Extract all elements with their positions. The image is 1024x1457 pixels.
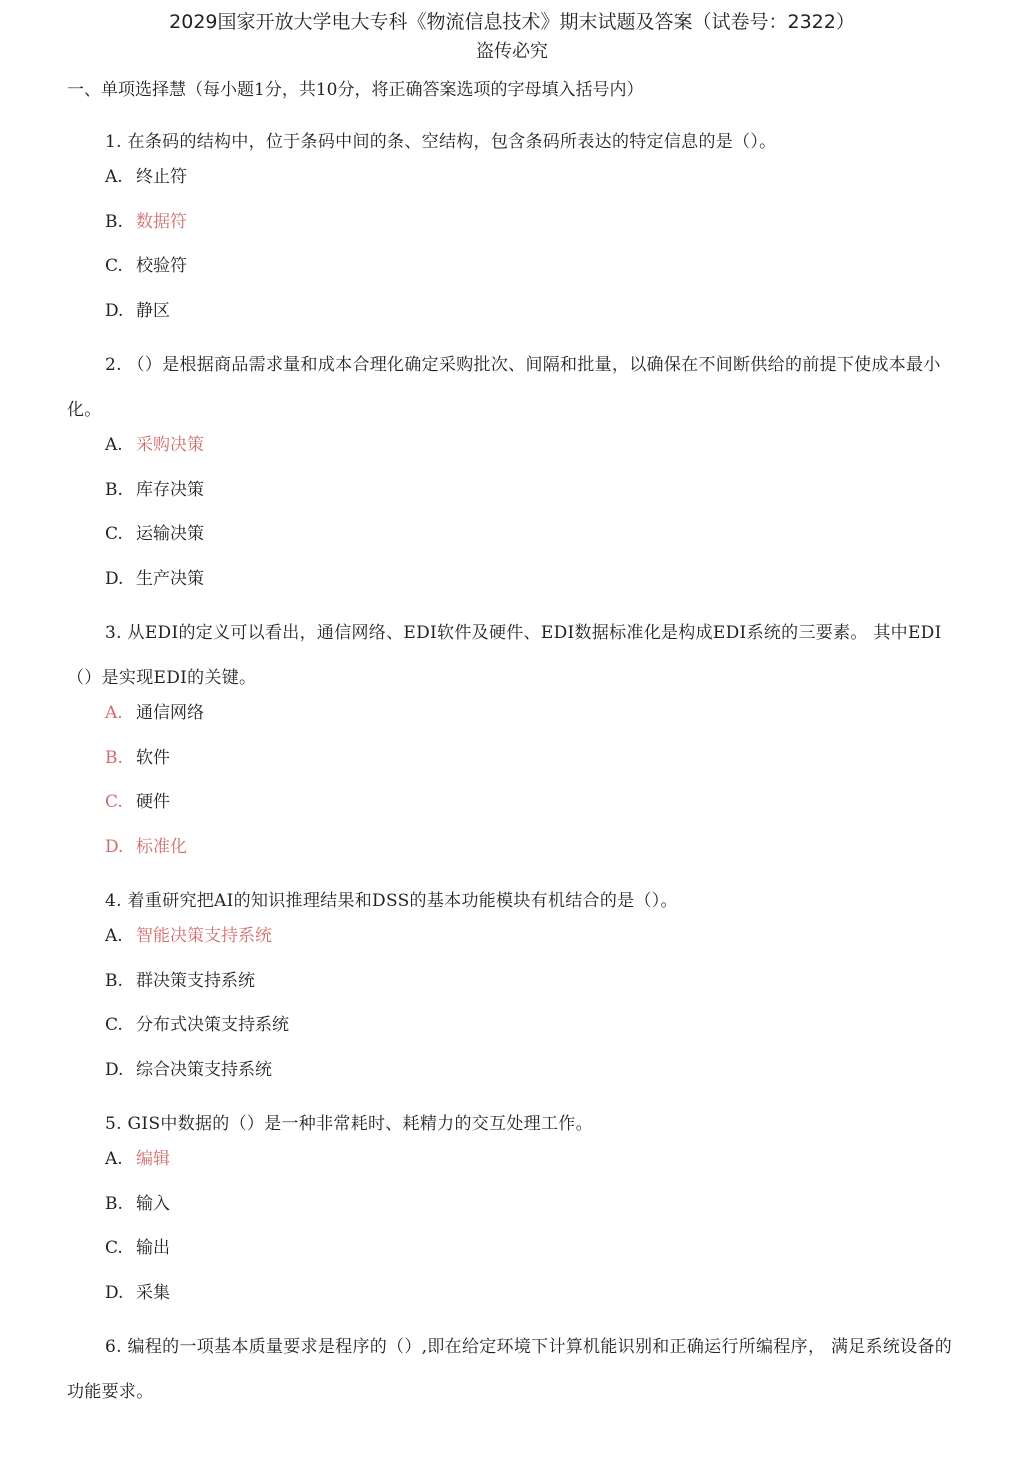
- option-letter: D.: [105, 568, 124, 589]
- question-text: 编程的一项基本质量要求是程序的（）,即在给定环境下计算机能识别和正确运行所编程序， 满足系统设备的功能要求。: [67, 1337, 953, 1402]
- option-q2-c: [67, 522, 957, 567]
- option-letter: A.: [105, 1149, 123, 1169]
- option-letter-answer: C.: [105, 792, 123, 812]
- option-text: 硬件: [136, 792, 170, 812]
- option-text-answer: 数据符: [136, 211, 187, 232]
- option-q5-d: [67, 1281, 957, 1326]
- question-5: [67, 1102, 957, 1147]
- option-text: 生产决策: [136, 568, 204, 589]
- option-letter: A.: [105, 926, 123, 946]
- option-q4-b: [67, 969, 957, 1014]
- option-q2-d: [67, 567, 957, 612]
- question-text: GIS中数据的（）是一种非常耗时、耗精力的交互处理工作。: [127, 1114, 593, 1134]
- question-number: 5.: [105, 1114, 122, 1134]
- option-letter: C.: [105, 524, 123, 544]
- section-heading: 一、单项选择慧（每小题1分，共10分，将正确答案选项的字母填入括号内）: [67, 80, 644, 100]
- option-text: 群决策支持系统: [136, 970, 255, 991]
- option-text: 静区: [136, 300, 170, 321]
- option-text: 分布式决策支持系统: [136, 1015, 289, 1035]
- option-q5-c: [67, 1236, 957, 1281]
- option-q1-b: [67, 210, 957, 255]
- option-letter: B.: [105, 1193, 123, 1214]
- question-number: 6.: [105, 1337, 122, 1357]
- option-letter: D.: [105, 300, 124, 321]
- question-list: [67, 120, 957, 1415]
- option-letter: B.: [105, 211, 123, 232]
- question-number: 4.: [105, 891, 122, 911]
- document-subtitle: 盗传必究: [476, 41, 548, 62]
- question-number: 3.: [105, 623, 122, 643]
- option-text: 输出: [136, 1238, 170, 1258]
- question-text: 在条码的结构中，位于条码中间的条、空结构，包含条码所表达的特定信息的是（）。: [127, 132, 777, 152]
- option-text: 终止符: [136, 167, 187, 187]
- option-text: 库存决策: [136, 479, 204, 500]
- question-number: 2.: [105, 355, 122, 375]
- option-q3-c: [67, 790, 957, 835]
- question-6: [67, 1325, 957, 1415]
- option-letter: D.: [105, 1282, 124, 1303]
- option-q5-a: [67, 1147, 957, 1192]
- option-letter-answer: A.: [105, 703, 123, 723]
- option-q3-d: [67, 835, 957, 880]
- option-q3-a: [67, 701, 957, 746]
- option-letter: C.: [105, 256, 123, 276]
- option-text: 软件: [136, 747, 170, 768]
- option-text-answer: 智能决策支持系统: [136, 926, 272, 946]
- option-letter: B.: [105, 479, 123, 500]
- option-text: 校验符: [136, 256, 187, 276]
- option-q2-a: [67, 433, 957, 478]
- option-text: 运输决策: [136, 524, 204, 544]
- option-text: 综合决策支持系统: [136, 1059, 272, 1080]
- option-q1-d: [67, 299, 957, 344]
- question-number: 1.: [105, 132, 122, 152]
- option-q4-d: [67, 1058, 957, 1103]
- option-text-answer: 采购决策: [136, 435, 204, 455]
- option-q1-c: [67, 254, 957, 299]
- option-letter: A.: [105, 167, 123, 187]
- option-q5-b: [67, 1192, 957, 1237]
- question-text: （）是根据商品需求量和成本合理化确定采购批次、间隔和批量，以确保在不间断供给的前提下使成本最小化。: [67, 355, 941, 420]
- question-2: [67, 343, 957, 433]
- option-q2-b: [67, 478, 957, 523]
- question-3: [67, 611, 957, 701]
- option-letter: C.: [105, 1015, 123, 1035]
- option-text-answer: 标准化: [136, 836, 187, 857]
- option-text: 输入: [136, 1193, 170, 1214]
- option-letter-answer: B.: [105, 747, 123, 768]
- option-q3-b: [67, 746, 957, 791]
- option-q4-c: [67, 1013, 957, 1058]
- option-letter: C.: [105, 1238, 123, 1258]
- question-4: [67, 879, 957, 924]
- option-text: 通信网络: [136, 703, 204, 723]
- document-title: 2029国家开放大学电大专科《物流信息技术》期末试题及答案（试卷号：2322）: [169, 11, 855, 33]
- question-1: [67, 120, 957, 165]
- option-q4-a: [67, 924, 957, 969]
- option-q1-a: [67, 165, 957, 210]
- option-letter-answer: D.: [105, 836, 124, 857]
- option-letter: D.: [105, 1059, 124, 1080]
- option-letter: A.: [105, 435, 123, 455]
- option-text: 采集: [136, 1282, 170, 1303]
- question-text: 从EDI的定义可以看出，通信网络、EDI软件及硬件、EDI数据标准化是构成EDI系统的三要素。 其中EDI （）是实现EDI的关键。: [67, 623, 942, 688]
- option-letter: B.: [105, 970, 123, 991]
- question-text: 着重研究把AI的知识推理结果和DSS的基本功能模块有机结合的是（）。: [127, 891, 678, 911]
- option-text-answer: 编辑: [136, 1149, 170, 1169]
